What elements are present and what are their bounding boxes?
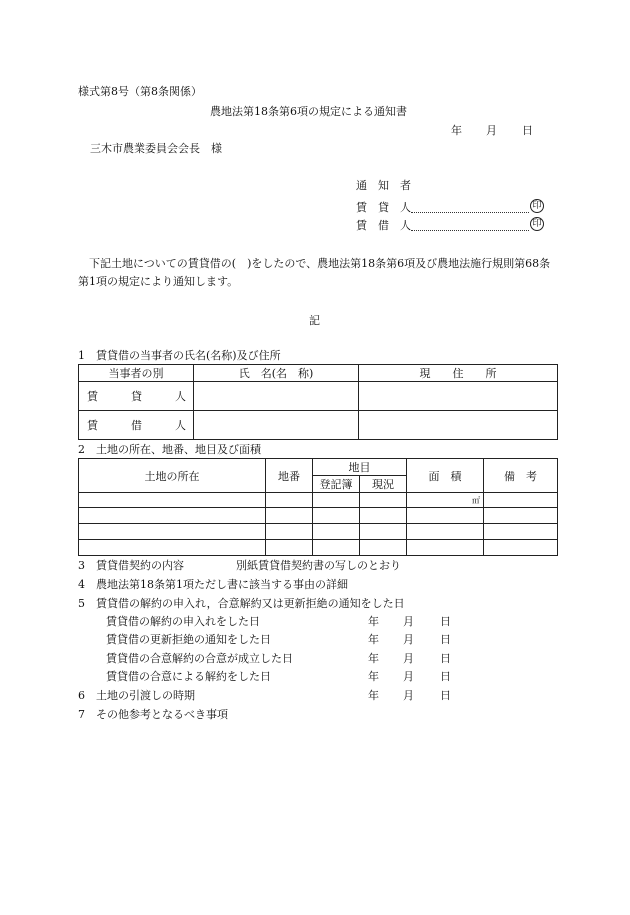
date-month: 月	[403, 615, 414, 628]
row-lessor: 賃 貸 人	[79, 382, 194, 411]
date-month: 月	[403, 633, 414, 646]
land-cell[interactable]	[407, 508, 484, 524]
land-cell[interactable]	[313, 524, 360, 540]
col-location: 土地の所在	[79, 459, 266, 493]
section5-heading: 5 賃貸借の解約の申入れ，合意解約又は更新拒絶の通知をした日	[78, 597, 405, 610]
section5-item: 賃貸借の解約の申入れをした日	[106, 615, 260, 628]
body-paragraph: 下記土地についての賃貸借の( )をしたので、農地法第18条第6項及び農地法施行規則第68条第1項の規定により通知します。	[78, 257, 551, 288]
land-cell[interactable]	[360, 493, 407, 508]
notifier-heading: 通 知 者	[356, 179, 411, 192]
land-cell[interactable]	[407, 524, 484, 540]
lessee-signature-line[interactable]	[411, 220, 529, 231]
form-number: 様式第8号（第8条関係）	[78, 85, 202, 98]
land-cell[interactable]	[484, 540, 558, 556]
lessee-signature-row	[356, 217, 544, 231]
row-lessee: 賃 借 人	[79, 411, 194, 440]
date-day: 日	[440, 615, 451, 628]
land-cell[interactable]	[79, 540, 266, 556]
lessor-seal-mark: 印	[530, 199, 544, 213]
land-cell[interactable]	[266, 493, 313, 508]
section3-value: 別紙賃貸借契約書の写しのとおり	[236, 559, 401, 572]
lessor-signature-row	[356, 199, 544, 213]
date-day: 日	[440, 670, 451, 683]
lessor-address-cell[interactable]	[359, 382, 558, 411]
section6-heading: 6 土地の引渡しの時期	[78, 689, 195, 702]
date-year: 年	[368, 670, 379, 683]
date-month: 月	[403, 652, 414, 665]
date-month: 月	[486, 124, 497, 137]
col-registry: 登記簿	[313, 476, 360, 493]
date-year: 年	[368, 615, 379, 628]
land-cell[interactable]	[360, 508, 407, 524]
ki-heading: 記	[309, 314, 320, 327]
land-cell[interactable]	[266, 540, 313, 556]
land-cell[interactable]	[79, 493, 266, 508]
date-year: 年	[368, 689, 379, 702]
land-cell[interactable]	[266, 508, 313, 524]
date-month: 月	[403, 670, 414, 683]
date-day: 日	[522, 124, 533, 137]
lessor-signature-line[interactable]	[411, 202, 529, 213]
date-year: 年	[451, 124, 462, 137]
col-area: 面 積	[407, 459, 484, 493]
lessee-address-cell[interactable]	[359, 411, 558, 440]
land-cell[interactable]	[407, 540, 484, 556]
date-day: 日	[440, 689, 451, 702]
date-day: 日	[440, 633, 451, 646]
section2-heading: 2 土地の所在、地番、地目及び面積	[78, 443, 261, 456]
area-unit: ㎡	[472, 496, 480, 505]
addressee: 三木市農業委員会会長 様	[90, 142, 222, 155]
lessee-label: 賃 借 人	[356, 219, 411, 232]
land-cell[interactable]	[313, 508, 360, 524]
col-address: 現 住 所	[359, 365, 558, 382]
date-day: 日	[440, 652, 451, 665]
lessee-name-cell[interactable]	[194, 411, 359, 440]
col-party: 当事者の別	[79, 365, 194, 382]
section1-heading: 1 賃貸借の当事者の氏名(名称)及び住所	[78, 349, 281, 362]
land-cell[interactable]	[484, 493, 558, 508]
col-name: 氏 名(名 称)	[194, 365, 359, 382]
land-cell[interactable]	[360, 540, 407, 556]
document-title: 農地法第18条第6項の規定による通知書	[210, 105, 407, 118]
lessee-seal-mark: 印	[530, 217, 544, 231]
land-cell[interactable]	[79, 508, 266, 524]
land-table	[78, 458, 558, 556]
date-year: 年	[368, 633, 379, 646]
section4-heading: 4 農地法第18条第1項ただし書に該当する事由の詳細	[78, 578, 348, 591]
section5-item: 賃貸借の合意解約の合意が成立した日	[106, 652, 293, 665]
land-cell[interactable]	[79, 524, 266, 540]
land-cell[interactable]	[266, 524, 313, 540]
land-cell[interactable]	[313, 493, 360, 508]
land-area-cell[interactable]	[407, 493, 484, 508]
date-year: 年	[368, 652, 379, 665]
section3-heading: 3 賃貸借契約の内容	[78, 559, 184, 572]
date-month: 月	[403, 689, 414, 702]
land-cell[interactable]	[313, 540, 360, 556]
col-lot: 地番	[266, 459, 313, 493]
land-cell[interactable]	[360, 524, 407, 540]
lessor-label: 賃 貸 人	[356, 201, 411, 214]
col-remarks: 備 考	[484, 459, 558, 493]
parties-table	[78, 364, 558, 440]
section5-item: 賃貸借の合意による解約をした日	[106, 670, 271, 683]
col-actual: 現況	[360, 476, 407, 493]
land-cell[interactable]	[484, 508, 558, 524]
col-category: 地目	[313, 459, 407, 476]
land-cell[interactable]	[484, 524, 558, 540]
section7-heading: 7 その他参考となるべき事項	[78, 708, 228, 721]
section5-item: 賃貸借の更新拒絶の通知をした日	[106, 633, 271, 646]
lessor-name-cell[interactable]	[194, 382, 359, 411]
